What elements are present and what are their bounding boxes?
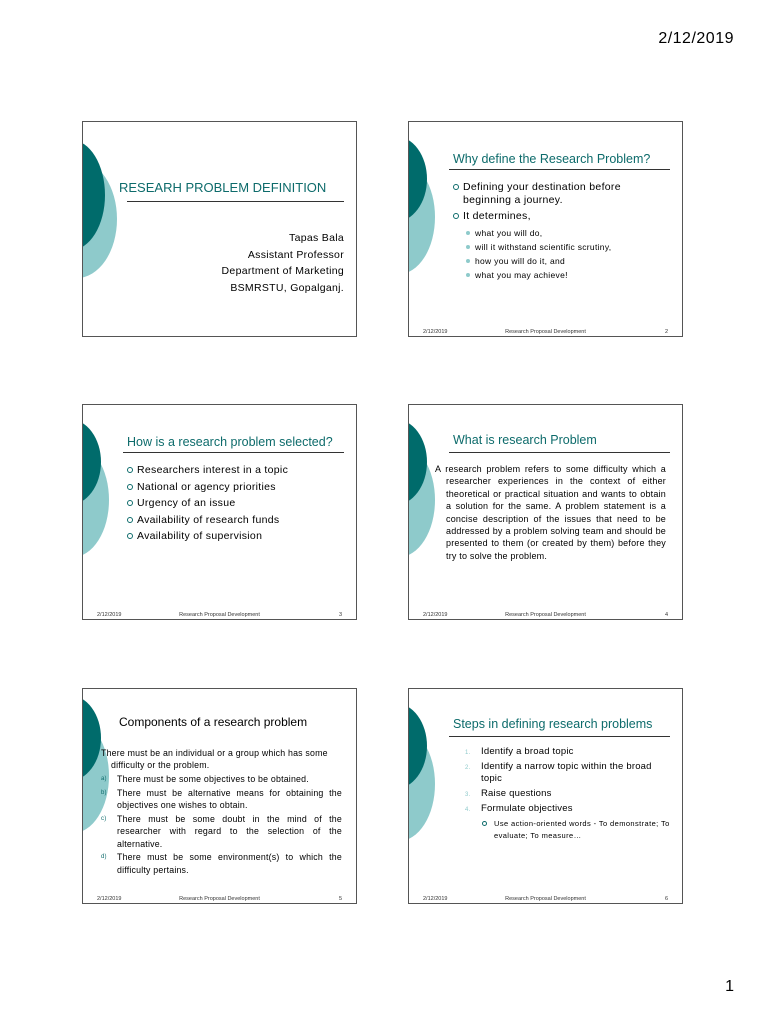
sub-bullet-list bbox=[466, 226, 670, 282]
bullet-item: Availability of supervision bbox=[127, 530, 346, 543]
bullet-item: Availability of research funds bbox=[127, 514, 346, 527]
slide-title: What is research Problem bbox=[453, 433, 597, 447]
steps-list bbox=[465, 746, 668, 815]
bullet-item: Urgency of an issue bbox=[127, 497, 346, 510]
sub-bullet-item: what you may achieve! bbox=[466, 268, 670, 282]
sub-bullet-item bbox=[482, 818, 670, 842]
footer-title: Research Proposal Development bbox=[179, 612, 260, 618]
bullet-list bbox=[453, 181, 666, 223]
step-marker: 1. bbox=[465, 750, 471, 756]
sub-bullet-item: will it withstand scientific scrutiny, bbox=[466, 240, 670, 254]
list-marker: b) bbox=[101, 789, 107, 796]
sub-bullet-item: how you will do it, and bbox=[466, 254, 670, 268]
slide-title: Steps in defining research problems bbox=[453, 717, 653, 731]
list-item bbox=[101, 773, 342, 786]
bullet-item: It determines, bbox=[453, 210, 666, 223]
footer-page-number: 3 bbox=[338, 612, 342, 618]
bullet-icon bbox=[482, 821, 487, 826]
step-marker: 2. bbox=[465, 765, 471, 771]
footer-date: 2/12/2019 bbox=[423, 896, 448, 902]
step-marker: 3. bbox=[465, 792, 471, 798]
slide-3 bbox=[82, 404, 357, 620]
list-marker: d) bbox=[101, 854, 107, 860]
bullet-item: Researchers interest in a topic bbox=[127, 464, 346, 477]
page-date: 2/12/2019 bbox=[658, 30, 734, 47]
list-text: There must be some doubt in the mind of the researcher with regard to the selection of the alternative. bbox=[117, 813, 342, 849]
slide-title: Components of a research problem bbox=[119, 715, 308, 729]
sub-bullet-text: Use action-oriented words - To demonstrate; To evaluate; To measure… bbox=[494, 819, 670, 840]
step-text: Raise questions bbox=[481, 788, 552, 799]
step-text: Formulate objectives bbox=[481, 803, 573, 814]
slide-title: How is a research problem selected? bbox=[127, 435, 333, 449]
definition-paragraph: A research problem refers to some difficulty which a researcher experiences in the context of either theoretical or practical situation and wants to obtain a solution for the same. A problem statement is a concise description of the issues that need to be addressed by a problem solving team and should be presented to them (or created by them) before they try to solve the problem. bbox=[435, 464, 666, 561]
footer-title: Research Proposal Development bbox=[179, 896, 260, 902]
title-divider bbox=[127, 201, 344, 202]
step-marker: 4. bbox=[465, 807, 471, 813]
footer-date: 2/12/2019 bbox=[423, 329, 448, 335]
author-name: Tapas Bala bbox=[289, 232, 344, 244]
slide-2 bbox=[408, 121, 683, 337]
footer-title: Research Proposal Development bbox=[505, 612, 586, 618]
slide-title: RESEARH PROBLEM DEFINITION bbox=[119, 180, 327, 195]
step-text: Identify a narrow topic within the broad topic bbox=[481, 761, 652, 784]
title-divider bbox=[449, 452, 670, 453]
list-item bbox=[101, 851, 342, 876]
footer-page-number: 2 bbox=[664, 329, 668, 335]
footer-date: 2/12/2019 bbox=[97, 896, 122, 902]
footer-page-number: 5 bbox=[338, 896, 342, 902]
author-institution: BSMRSTU, Gopalganj. bbox=[230, 281, 344, 294]
author-position: Assistant Professor bbox=[247, 248, 344, 261]
author-block bbox=[222, 230, 344, 296]
title-divider bbox=[123, 452, 344, 453]
page-number: 1 bbox=[725, 978, 734, 995]
sub-bullet-item: what you will do, bbox=[466, 226, 670, 240]
author-department: Department of Marketing bbox=[221, 265, 344, 277]
list-text: There must be alternative means for obtaining the objectives one wishes to obtain. bbox=[117, 787, 342, 810]
title-divider bbox=[449, 169, 670, 170]
slide-5 bbox=[82, 688, 357, 904]
intro-text: There must be an individual or a group which has some difficulty or the problem. bbox=[101, 748, 328, 770]
component-list bbox=[101, 773, 342, 876]
slide-1 bbox=[82, 121, 357, 337]
step-text: Identify a broad topic bbox=[481, 746, 574, 757]
slide-title: Why define the Research Problem? bbox=[453, 152, 651, 166]
step-item bbox=[465, 746, 668, 758]
footer-date: 2/12/2019 bbox=[97, 612, 122, 618]
bullet-item: National or agency priorities bbox=[127, 481, 346, 494]
footer-title: Research Proposal Development bbox=[505, 329, 586, 335]
list-item bbox=[101, 813, 342, 851]
list-marker: c) bbox=[101, 815, 107, 822]
footer-date: 2/12/2019 bbox=[423, 612, 448, 618]
list-text: There must be some objectives to be obtained. bbox=[117, 774, 309, 784]
list-marker: a) bbox=[101, 776, 107, 782]
title-divider bbox=[449, 736, 670, 737]
footer-page-number: 4 bbox=[664, 612, 668, 618]
bullet-list bbox=[127, 464, 346, 543]
step-item bbox=[465, 761, 668, 785]
step-item bbox=[465, 803, 668, 815]
list-text: There must be some environment(s) to which the difficulty pertains. bbox=[117, 852, 342, 875]
bullet-item: Defining your destination before beginning a journey. bbox=[453, 181, 666, 207]
step-item bbox=[465, 788, 668, 800]
list-item bbox=[101, 787, 342, 812]
footer-page-number: 6 bbox=[664, 896, 668, 902]
slide-4 bbox=[408, 404, 683, 620]
slide-6 bbox=[408, 688, 683, 904]
footer-title: Research Proposal Development bbox=[505, 896, 586, 902]
